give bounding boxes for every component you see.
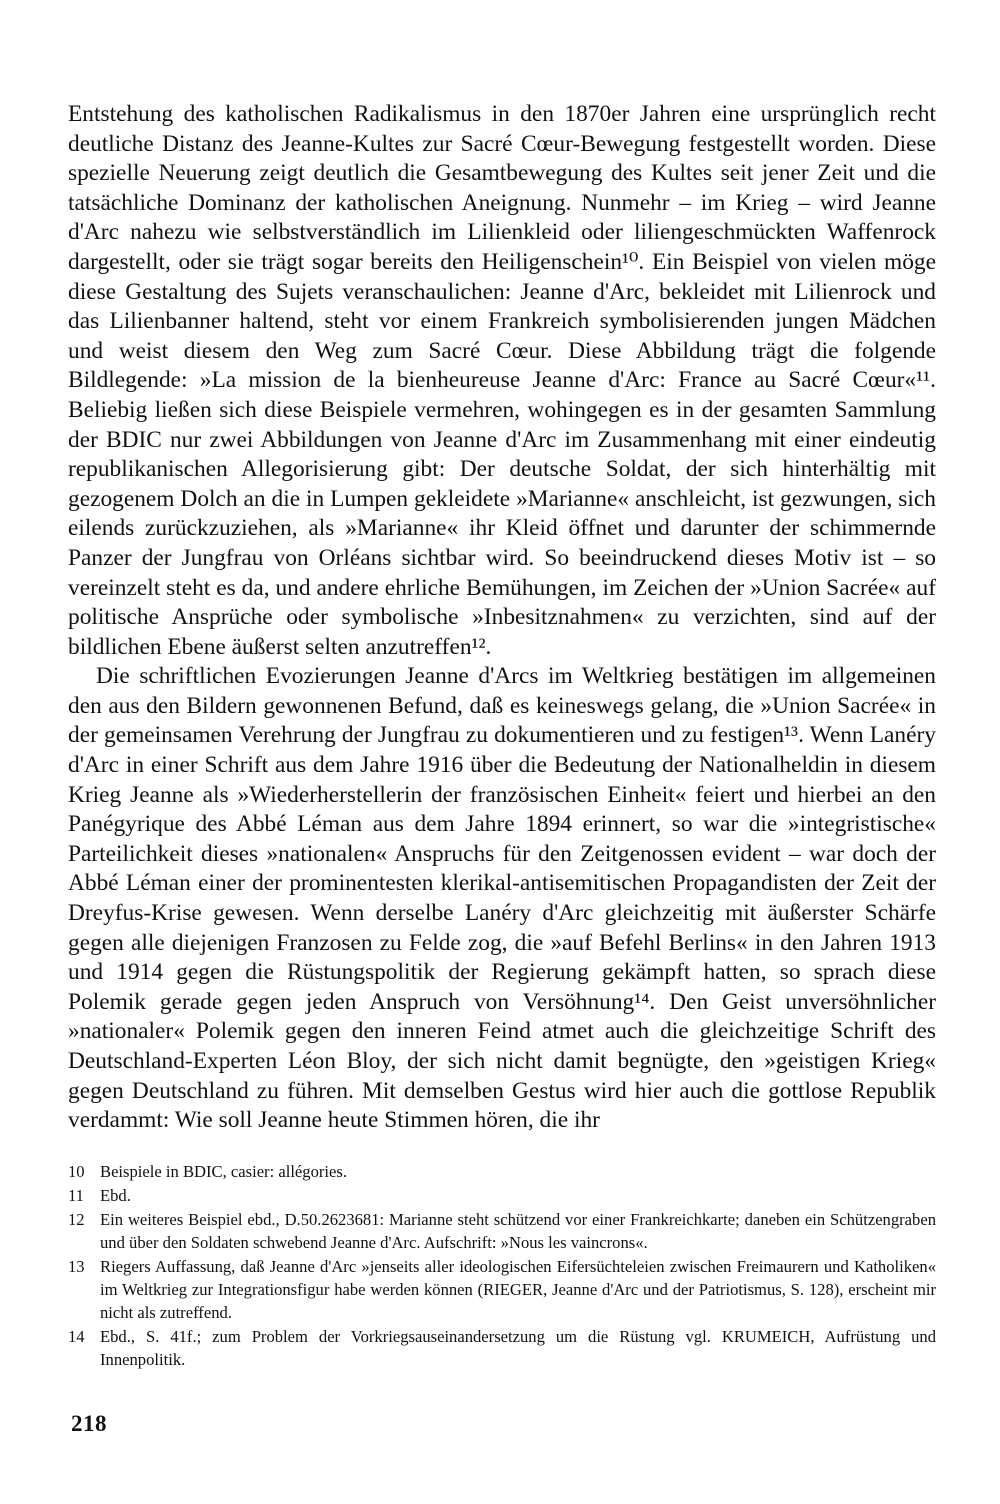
footnote-number: 13	[68, 1257, 85, 1276]
page-number: 218	[71, 1411, 107, 1436]
footnote-number: 12	[68, 1210, 85, 1229]
footnote	[68, 1160, 936, 1183]
footnote	[68, 1255, 936, 1324]
footnote-number: 14	[68, 1327, 85, 1346]
footnote-number: 10	[68, 1162, 85, 1181]
footnote-number: 11	[68, 1186, 84, 1205]
footnote	[68, 1184, 936, 1207]
footnotes	[68, 1160, 936, 1372]
paragraph: Die schriftlichen Evozierungen Jeanne d'Arcs im Weltkrieg bestätigen im allgemeinen den aus den Bildern gewonnenen Befund, daß es keineswegs gelang, die »Union Sacrée« in der gemeinsamen Verehrung der Jungfrau zu dokumentieren und zu festigen¹³. Wenn Lanéry d'Arc in einer Schrift aus dem Jahre 1916 über die Bedeutung der Nationalheldin in diesem Krieg Jeanne als »Wiederherstellerin der französischen Einheit« feiert und hierbei an den Panégyrique des Abbé Léman aus dem Jahre 1894 erinnert, so war die »integristische« Parteilichkeit dieses »nationalen« Anspruchs für den Zeitgenossen evident – war doch der Abbé Léman einer der prominentesten klerikal-antisemitischen Propagandisten der Zeit der Dreyfus-Krise gewesen. Wenn derselbe Lanéry d'Arc gleichzeitig mit äußerster Schärfe gegen alle diejenigen Franzosen zu Felde zog, die »auf Befehl Berlins« in den Jahren 1913 und 1914 gegen die Rüstungspolitik der Regierung gekämpft hatten, so sprach diese Polemik gerade gegen jeden Anspruch von Versöhnung¹⁴. Den Geist unversöhnlicher »nationaler« Polemik gegen den inneren Feind atmet auch die gleichzeitige Schrift des Deutschland-Experten Léon Bloy, der sich nicht damit begnügte, den »geistigen Krieg« gegen Deutschland zu führen. Mit demselben Gestus wird hier auch die gottlose Republik verdammt: Wie soll Jeanne heute Stimmen hören, die ihr	[68, 663, 936, 1134]
footnote-text: Ebd., S. 41f.; zum Problem der Vorkriegsauseinandersetzung um die Rüstung vgl. KRUMEICH, Aufrüstung und Innenpolitik.	[100, 1327, 936, 1369]
footnote-text: Riegers Auffassung, daß Jeanne d'Arc »jenseits aller ideologischen Eifersüchteleien zwischen Freimaurern und Katholiken« im Weltkrieg zur Integrationsfigur habe werden können (RIEGER, Jeanne d'Arc und der Patriotismus, S. 128), erscheint mir nicht als zutreffend.	[100, 1257, 936, 1322]
footnote	[68, 1208, 936, 1254]
footnote	[68, 1325, 936, 1371]
footnote-text: Beispiele in BDIC, casier: allégories.	[100, 1162, 347, 1181]
footnote-text: Ein weiteres Beispiel ebd., D.50.2623681: Marianne steht schützend vor einer Frankreichkarte; daneben ein Schützengraben und über den Soldaten schwebend Jeanne d'Arc. Aufschrift: »Nous les vaincrons«.	[100, 1210, 936, 1252]
paragraph: Entstehung des katholischen Radikalismus in den 1870er Jahren eine ursprünglich recht deutliche Distanz des Jeanne-Kultes zur Sacré Cœur-Bewegung festgestellt worden. Diese spezielle Neuerung zeigt deutlich die Gesamtbewegung des Kultes seit jener Zeit und die tatsächliche Dominanz der katholischen Aneignung. Nunmehr – im Krieg – wird Jeanne d'Arc nahezu wie selbstverständlich im Lilienkleid oder liliengeschmückten Waffenrock dargestellt, oder sie trägt sogar bereits den Heiligenschein¹⁰. Ein Beispiel von vielen möge diese Gestaltung des Sujets veranschaulichen: Jeanne d'Arc, bekleidet mit Lilienrock und das Lilienbanner haltend, steht vor einem Frankreich symbolisierenden jungen Mädchen und weist diesem den Weg zum Sacré Cœur. Diese Abbildung trägt die folgende Bildlegende: »La mission de la bienheureuse Jeanne d'Arc: France au Sacré Cœur«¹¹. Beliebig ließen sich diese Beispiele vermehren, wohingegen es in der gesamten Sammlung der BDIC nur zwei Abbildungen von Jeanne d'Arc im Zusammenhang mit einer eindeutig republikanischen Allegorisierung gibt: Der deutsche Soldat, der sich hinterhältig mit gezogenem Dolch an die in Lumpen gekleidete »Marianne« anschleicht, ist gezwungen, sich eilends zurückzuziehen, als »Marianne« ihr Kleid öffnet und darunter der schimmernde Panzer der Jungfrau von Orléans sichtbar wird. So beeindruckend dieses Motiv ist – so vereinzelt steht es da, und andere ehrliche Bemühungen, im Zeichen der »Union Sacrée« auf politische Ansprüche oder symbolische »Inbesitznahmen« zu verzichten, sind auf der bildlichen Ebene äußerst selten anzutreffen¹².	[68, 101, 936, 660]
footnote-text: Ebd.	[100, 1186, 131, 1205]
body-text	[68, 100, 936, 1136]
